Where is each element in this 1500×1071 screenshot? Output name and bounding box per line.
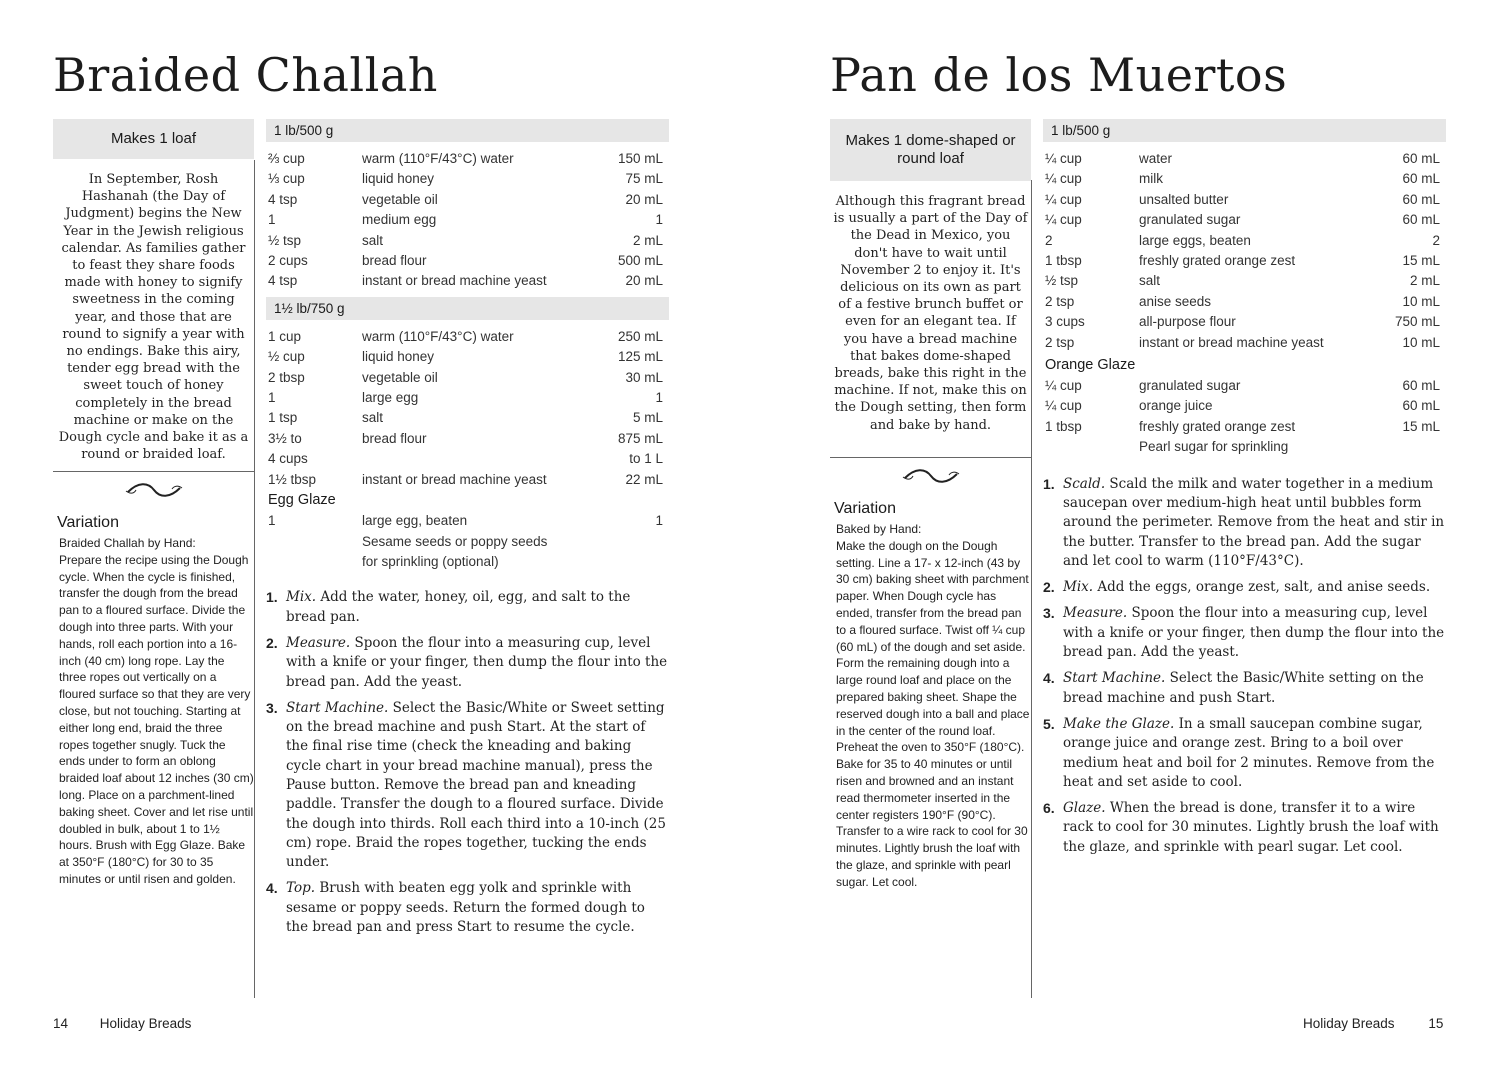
ingredient-row: [1043, 396, 1446, 416]
step-number: 3.: [1043, 605, 1055, 622]
ingredient-name: warm (110°F/43°C) water: [362, 151, 514, 166]
step-text: [286, 699, 669, 873]
method-step: [1043, 578, 1446, 597]
ingredient-row: [1043, 376, 1446, 396]
ingredient-metric: 60 mL: [1402, 151, 1440, 166]
column-divider: [254, 160, 255, 998]
step-body: Select the Basic/White or Sweet setting on the bread machine and push Start. At the start of the final rise time (check the kneading and baking cycle chart in your bread machine manual), press the Pause button. Remove the bread pan and kneading paddle. Transfer the dough to a floured surface. Divide the dough into thirds. Roll each third into a 10-inch (25 cm) rope. Braid the ropes together, tucking the ends under.: [286, 699, 666, 871]
method-step: [1043, 604, 1446, 662]
ingredient-name: salt: [362, 410, 384, 426]
ingredient-metric: [573, 532, 669, 552]
ingredient-metric: 75 mL: [625, 171, 663, 187]
step-number: 4.: [266, 880, 278, 897]
glaze-heading: Orange Glaze: [1045, 357, 1136, 374]
step-body: Spoon the flour into a measuring cup, level with a knife or your finger, then dump the flour into the bread pan. Add the yeast.: [1063, 605, 1445, 661]
ingredient-row: [266, 169, 669, 189]
intro-text: In September, Rosh Hashanah (the Day of Judgment) begins the New Year in the Jewish religious calendar. As families gather to feast they share foods made with honey to signify sweetness in the coming year, and those that are round to signify a year with no endings. Bake this airy, tender egg bread with the sweet touch of honey completely in the bread machine or make on the Dough cycle and bake it as a round or braided loaf.: [58, 172, 249, 463]
ingredient-quantity: 1 tbsp: [1045, 418, 1082, 434]
swash-ornament-icon: [124, 482, 184, 498]
ingredient-quantity: ¼ cup: [1045, 398, 1082, 414]
ingredient-quantity: [1043, 437, 1139, 457]
ingredient-metric: 15 mL: [1402, 253, 1440, 269]
ingredient-row: [266, 190, 669, 210]
step-number: 5.: [1043, 715, 1055, 732]
ingredient-metric: 150 mL: [617, 151, 663, 166]
page-footer: [53, 1016, 191, 1031]
ingredient-metric: 875 mL: [617, 430, 663, 446]
page-number: 14: [53, 1016, 69, 1031]
method-step: [266, 588, 669, 627]
ingredient-row: [1043, 251, 1446, 271]
ingredient-quantity: 2 cups: [268, 253, 308, 269]
ingredient-row: [266, 347, 669, 367]
ingredient-metric: [1350, 437, 1446, 457]
ingredient-metric: 60 mL: [1402, 398, 1440, 414]
ingredient-row: [1043, 231, 1446, 251]
swash-ornament-icon: [901, 468, 961, 484]
ingredient-row: [1043, 437, 1446, 457]
ingredient-quantity: 4 tsp: [268, 191, 298, 207]
ingredient-quantity: 2: [1045, 232, 1053, 248]
step-number: 6.: [1043, 800, 1055, 817]
step-number: 1.: [1043, 475, 1055, 492]
step-text: [286, 634, 669, 692]
step-label: Top.: [286, 880, 316, 897]
ingredient-metric: 60 mL: [1402, 171, 1440, 187]
ingredient-name: salt: [1139, 273, 1161, 289]
section-name: Holiday Breads: [1303, 1016, 1395, 1031]
ingredient-name: liquid honey: [362, 349, 435, 365]
ingredient-metric: 20 mL: [625, 273, 663, 289]
ingredient-quantity: ½ cup: [268, 349, 305, 365]
ingredient-quantity: 2 tbsp: [268, 369, 305, 385]
method-steps: [266, 588, 669, 937]
ingredient-name: vegetable oil: [362, 369, 438, 385]
step-body: Add the water, honey, oil, egg, and salt to the bread pan.: [286, 589, 631, 625]
ingredient-name: liquid honey: [362, 171, 435, 187]
recipe-sidebar: [830, 119, 1031, 891]
ingredient-name: large egg: [362, 390, 419, 406]
ingredient-quantity: [266, 552, 362, 572]
ingredient-row: [266, 449, 669, 469]
ingredient-quantity: ½ tsp: [268, 232, 302, 248]
ingredient-name: [362, 449, 573, 469]
ingredient-name: Pearl sugar for sprinkling: [1139, 439, 1289, 455]
step-text: [286, 879, 669, 937]
ingredient-quantity: 2 tsp: [1045, 334, 1075, 350]
variation-text: Prepare the recipe using the Dough cycle. When the cycle is finished, transfer the dough from the bread pan to a floured surface. Divide the dough into three parts. With your hands, roll each portion into a 16-inch (40 cm) long rope. Lay the three ropes out vertically on a floured surface so that they are very close, but not touching. Starting at either long end, braid the three ropes together snugly. Tuck the ends under to form an oblong braided loaf about 12 inches (30 cm) long. Place on a parchment-lined baking sheet. Cover and let rise until doubled in bulk, about 1 to 1½ hours. Brush with Egg Glaze. Bake at 350°F (180°C) for 30 to 35 minutes or until risen and golden.: [59, 552, 254, 886]
ingredient-quantity: ¼ cup: [1045, 151, 1082, 166]
ingredient-metric: 30 mL: [625, 369, 663, 385]
ingredient-row: [266, 532, 669, 552]
variation-heading: Baked by Hand:: [836, 522, 922, 536]
ingredient-name: freshly grated orange zest: [1139, 253, 1296, 269]
ingredient-row: [1043, 312, 1446, 332]
step-number: 4.: [1043, 670, 1055, 687]
ingredient-row: [1043, 417, 1446, 437]
ingredient-metric: 1: [655, 212, 663, 228]
ingredient-row: [266, 470, 669, 490]
step-label: Mix.: [1063, 579, 1094, 596]
ingredient-metric: 15 mL: [1402, 418, 1440, 434]
ingredient-metric: 2 mL: [1409, 273, 1440, 289]
ingredient-quantity: [266, 532, 362, 552]
ingredient-quantity: ½ tsp: [1045, 273, 1079, 289]
ingredient-metric: 1: [655, 390, 663, 406]
step-body: Scald the milk and water together in a medium saucepan over medium-high heat until bubbles form around the perimeter. Remove from the heat and stir in the butter. Transfer to the bread pan. Add the sugar and let cool to warm (110°F/43°C).: [1063, 475, 1445, 569]
step-label: Mix.: [286, 589, 317, 606]
step-text: [1063, 475, 1446, 571]
step-label: Make the Glaze.: [1063, 715, 1175, 732]
yield-box: Makes 1 dome-shaped or round loaf: [830, 119, 1031, 181]
ingredient-metric: 125 mL: [617, 349, 663, 365]
recipe-main: [266, 119, 669, 944]
variation-body: [836, 521, 1031, 891]
ingredient-list: [266, 149, 669, 292]
step-label: Scald.: [1063, 475, 1106, 492]
ingredient-metric: 2: [1432, 232, 1440, 248]
ingredient-name: granulated sugar: [1139, 378, 1241, 394]
ingredient-quantity: 2 tsp: [1045, 293, 1075, 309]
step-number: 1.: [266, 589, 278, 606]
ingredient-metric: 22 mL: [625, 471, 663, 487]
step-text: [286, 588, 669, 627]
step-text: [1063, 604, 1446, 662]
ingredient-name: bread flour: [362, 430, 427, 446]
ingredient-metric: to 1 L: [629, 451, 663, 467]
ingredient-name: bread flour: [362, 253, 427, 269]
ingredient-name: for sprinkling (optional): [362, 553, 499, 569]
ingredient-metric: 20 mL: [625, 191, 663, 207]
ingredient-quantity: 1 tbsp: [1045, 253, 1082, 269]
step-text: [1063, 715, 1446, 792]
method-steps: [1043, 475, 1446, 857]
ingredient-quantity: 1: [268, 390, 276, 406]
step-number: 3.: [266, 699, 278, 716]
step-label: Start Machine.: [1063, 670, 1166, 687]
step-body: Select the Basic/White setting on the bread machine and push Start.: [1063, 670, 1424, 706]
ingredient-name: instant or bread machine yeast: [1139, 334, 1324, 350]
ingredient-name: medium egg: [362, 212, 437, 228]
ingredient-quantity: 1 tsp: [268, 410, 298, 426]
ingredient-name: instant or bread machine yeast: [362, 471, 547, 487]
divider: [53, 471, 254, 472]
step-text: [1063, 799, 1446, 857]
ingredient-row: [266, 210, 669, 230]
ingredient-name: Sesame seeds or poppy seeds: [362, 533, 548, 549]
ingredient-metric: 250 mL: [617, 328, 663, 344]
ingredient-quantity: ¼ cup: [1045, 212, 1082, 228]
ingredient-quantity: 1: [268, 513, 276, 529]
ingredient-name: orange juice: [1139, 398, 1213, 414]
ingredient-row: [1043, 169, 1446, 189]
step-label: Start Machine.: [286, 699, 389, 716]
recipe-title: Braided Challah: [53, 48, 438, 102]
ingredient-row: [266, 368, 669, 388]
ingredient-quantity: 3 cups: [1045, 314, 1085, 330]
ingredient-name: large egg, beaten: [362, 513, 468, 529]
ingredient-quantity: ¼ cup: [1045, 171, 1082, 187]
step-number: 2.: [1043, 579, 1055, 596]
ingredient-quantity: 4 cups: [268, 451, 308, 467]
ingredient-metric: 60 mL: [1402, 212, 1440, 228]
ingredient-metric: 750 mL: [1394, 314, 1440, 330]
variation-title: Variation: [834, 500, 896, 517]
ingredient-metric: [573, 552, 669, 572]
method-step: [1043, 669, 1446, 708]
ingredient-row: [1043, 292, 1446, 312]
ingredient-name: all-purpose flour: [1139, 314, 1236, 330]
variation-heading: Braided Challah by Hand:: [59, 536, 196, 550]
ingredient-row: [266, 149, 669, 169]
ingredient-row: [266, 388, 669, 408]
ingredient-row: [1043, 210, 1446, 230]
ingredient-metric: 5 mL: [632, 410, 663, 426]
ingredient-row: [266, 511, 669, 531]
ingredient-quantity: ¼ cup: [1045, 191, 1082, 207]
ingredient-quantity: 4 tsp: [268, 273, 298, 289]
ingredient-row: [1043, 271, 1446, 291]
variation-text: Make the dough on the Dough setting. Line a 17- x 12-inch (43 by 30 cm) baking sheet with parchment paper. When Dough cycle has ended, transfer from the bread pan to a floured surface. Twist off ¼ cup (60 mL) of the dough and set aside. Form the remaining dough into a large round loaf and place on the prepared baking sheet. Shape the reserved dough into a ball and place in the center of the round loaf. Preheat the oven to 350°F (180°C). Bake for 35 to 40 minutes or until risen and browned and an instant read thermometer inserted in the center registers 190°F (90°C). Transfer to a wire rack to cool for 30 minutes. Lightly brush the loaf with the glaze, and sprinkle with pearl sugar. Let cool.: [836, 538, 1030, 889]
ingredient-row: [266, 408, 669, 428]
ingredient-list: [1043, 376, 1446, 458]
recipe-title: Pan de los Muertos: [830, 48, 1288, 102]
ingredient-list: [266, 327, 669, 490]
step-label: Glaze.: [1063, 800, 1106, 817]
ingredient-name: milk: [1139, 171, 1163, 187]
right-page: [750, 0, 1500, 1071]
step-body: In a small saucepan combine sugar, orange juice and orange zest. Bring to a boil over medium heat and boil for 2 minutes. Remove from the heat and set aside to cool.: [1063, 715, 1435, 790]
column-divider: [1031, 180, 1032, 998]
ingredient-name: freshly grated orange zest: [1139, 418, 1296, 434]
size-heading: 1 lb/500 g: [1043, 119, 1446, 142]
step-text: [1063, 578, 1430, 597]
ingredient-name: large eggs, beaten: [1139, 232, 1251, 248]
ingredient-row: [1043, 333, 1446, 353]
ingredient-row: [1043, 149, 1446, 169]
ingredient-metric: 1: [655, 513, 663, 529]
step-body: Spoon the flour into a measuring cup, level with a knife or your finger, then dump the flour into the bread pan. Add the yeast.: [286, 634, 668, 690]
ingredient-quantity: ⅔ cup: [268, 151, 305, 166]
ingredient-name: granulated sugar: [1139, 212, 1241, 228]
variation-title: Variation: [57, 514, 119, 531]
method-step: [266, 879, 669, 937]
step-text: [1063, 669, 1446, 708]
ingredient-quantity: 3½ to: [268, 430, 302, 446]
yield-box: Makes 1 loaf: [53, 119, 254, 159]
ingredient-row: [266, 251, 669, 271]
step-body: Add the eggs, orange zest, salt, and anise seeds.: [1093, 579, 1431, 596]
method-step: [1043, 799, 1446, 857]
page-footer: [1303, 1016, 1443, 1031]
size-heading: 1½ lb/750 g: [266, 297, 669, 320]
ingredient-metric: 10 mL: [1402, 293, 1440, 309]
step-number: 2.: [266, 634, 278, 651]
method-step: [1043, 715, 1446, 792]
ingredient-name: anise seeds: [1139, 293, 1212, 309]
ingredient-row: [266, 271, 669, 291]
method-step: [1043, 475, 1446, 571]
step-label: Measure.: [1063, 605, 1128, 622]
variation-body: [59, 535, 254, 888]
ingredient-list: [266, 511, 669, 572]
glaze-heading: Egg Glaze: [268, 492, 336, 509]
method-step: [266, 634, 669, 692]
ingredient-name: vegetable oil: [362, 191, 438, 207]
ingredient-row: [1043, 190, 1446, 210]
size-heading: 1 lb/500 g: [266, 119, 669, 142]
ingredient-quantity: ⅓ cup: [268, 171, 305, 187]
ingredient-row: [266, 231, 669, 251]
ingredient-metric: 10 mL: [1402, 334, 1440, 350]
step-label: Measure.: [286, 634, 351, 651]
ingredient-quantity: 1 cup: [268, 328, 302, 344]
ingredient-row: [266, 429, 669, 449]
ingredient-quantity: 1: [268, 212, 276, 228]
step-body: Brush with beaten egg yolk and sprinkle with sesame or poppy seeds. Return the formed dough to the bread pan and press Start to resume the cycle.: [286, 880, 645, 936]
divider: [830, 457, 1031, 458]
recipe-sidebar: [53, 119, 254, 888]
ingredient-name: water: [1139, 151, 1173, 166]
ingredient-row: [266, 327, 669, 347]
step-body: When the bread is done, transfer it to a wire rack to cool for 30 minutes. Lightly brush the loaf with the glaze, and sprinkle with pearl sugar. Let cool.: [1063, 800, 1439, 855]
ingredient-quantity: 1½ tbsp: [268, 471, 317, 487]
ingredient-name: unsalted butter: [1139, 191, 1229, 207]
recipe-main: [1043, 119, 1446, 864]
page-number: 15: [1428, 1016, 1444, 1031]
ingredient-quantity: ¼ cup: [1045, 378, 1082, 394]
intro-text: Although this fragrant bread is usually a part of the Day of the Dead in Mexico, you don't have to wait until November 2 to enjoy it. It's delicious on its own as part of a festive brunch buffet or even for an elegant tea. If you have a bread machine that bakes dome-shaped breads, bake this right in the machine. If not, make this on the Dough setting, then form and bake by hand.: [833, 194, 1028, 433]
section-name: Holiday Breads: [99, 1016, 192, 1031]
ingredient-name: salt: [362, 232, 384, 248]
ingredient-name: warm (110°F/43°C) water: [362, 328, 514, 344]
ingredient-row: [266, 552, 669, 572]
method-step: [266, 699, 669, 873]
ingredient-name: instant or bread machine yeast: [362, 273, 547, 289]
ingredient-metric: 60 mL: [1402, 378, 1440, 394]
variation-section: [830, 500, 1031, 891]
ingredient-metric: 60 mL: [1402, 191, 1440, 207]
ingredient-metric: 2 mL: [632, 232, 663, 248]
variation-section: [53, 514, 254, 888]
ingredient-list: [1043, 149, 1446, 353]
ingredient-metric: 500 mL: [617, 253, 663, 269]
